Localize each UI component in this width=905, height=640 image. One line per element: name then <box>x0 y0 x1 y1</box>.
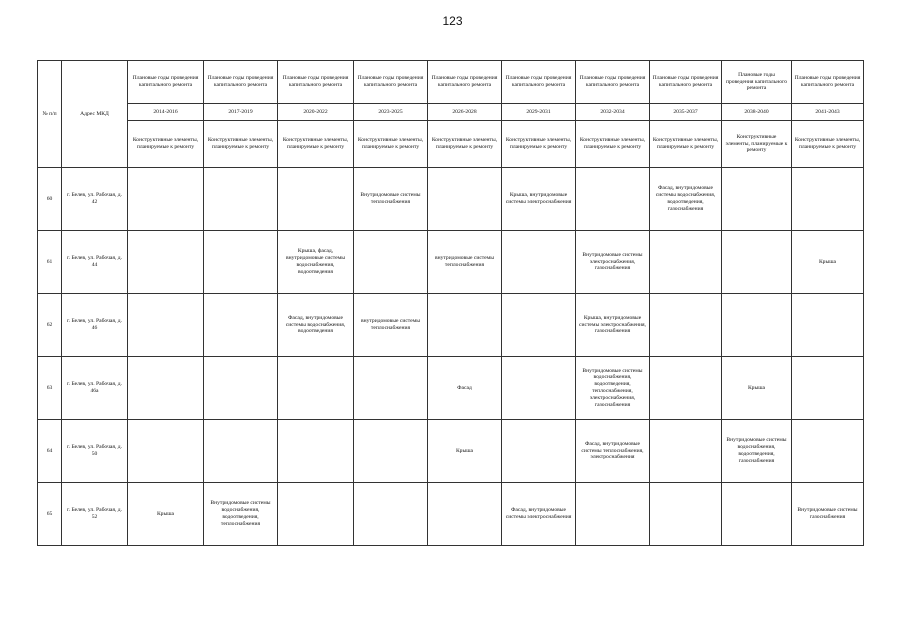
table-cell <box>354 420 428 483</box>
table-cell <box>650 483 722 546</box>
table-cell <box>204 357 278 420</box>
table-cell <box>354 231 428 294</box>
table-cell: Внутридомовые системы водоснабжения, водоотведения, теплоснабжения, электроснабжения, газоснабжения <box>576 357 650 420</box>
table-cell <box>650 294 722 357</box>
column-subheader-elements: Конструктивные элементы, планируемые к ремонту <box>354 121 428 168</box>
table-cell <box>354 483 428 546</box>
column-header-plan: Плановые годы проведения капитального ремонта <box>722 61 792 104</box>
column-subheader-elements: Конструктивные элементы, планируемые к ремонту <box>204 121 278 168</box>
table-cell <box>792 420 864 483</box>
column-header-address: Адрес МКД <box>62 61 128 168</box>
table-cell: Крыша, фасад, внутридомовые системы водоснабжения, водоотведения <box>278 231 354 294</box>
table-cell: Фасад, внутридомовые системы электроснабжения <box>502 483 576 546</box>
table-cell: внутридомовые системы теплоснабжения <box>428 231 502 294</box>
table-cell <box>722 294 792 357</box>
table-cell <box>650 357 722 420</box>
table-cell <box>128 294 204 357</box>
table-cell: Крыша <box>722 357 792 420</box>
table-cell: Внутридомовые системы теплоснабжения <box>354 168 428 231</box>
table-cell <box>128 420 204 483</box>
table-cell <box>204 231 278 294</box>
table-cell <box>128 231 204 294</box>
period-header: 2035-2037 <box>650 104 722 121</box>
column-subheader-elements: Конструктивные элементы, планируемые к ремонту <box>722 121 792 168</box>
table-cell <box>204 168 278 231</box>
header-row <box>38 61 864 104</box>
table-cell <box>278 483 354 546</box>
table-cell <box>428 294 502 357</box>
table-cell <box>502 294 576 357</box>
table-cell <box>354 357 428 420</box>
period-header: 2029-2031 <box>502 104 576 121</box>
table-row <box>38 231 864 294</box>
table-cell: Внутридомовые системы электроснабжения, газоснабжения <box>576 231 650 294</box>
period-header: 2020-2022 <box>278 104 354 121</box>
column-subheader-elements: Конструктивные элементы, планируемые к ремонту <box>128 121 204 168</box>
row-address: г. Белев, ул. Рабочая, д. 50 <box>62 420 128 483</box>
repair-schedule-table <box>37 60 864 546</box>
table-cell <box>204 294 278 357</box>
period-header: 2026-2028 <box>428 104 502 121</box>
period-row <box>38 104 864 121</box>
table-cell <box>792 168 864 231</box>
table-row <box>38 357 864 420</box>
subheader-row <box>38 121 864 168</box>
table-cell: Внутридомовые системы водоснабжения, водоотведения, теплоснабжения <box>204 483 278 546</box>
row-number: 60 <box>38 168 62 231</box>
column-subheader-elements: Конструктивные элементы, планируемые к ремонту <box>428 121 502 168</box>
table-row <box>38 294 864 357</box>
table-cell <box>502 231 576 294</box>
row-number: 62 <box>38 294 62 357</box>
row-address: г. Белев, ул. Рабочая, д. 44 <box>62 231 128 294</box>
column-header-plan: Плановые годы проведения капитального ремонта <box>792 61 864 104</box>
table-cell: Внутридомовые системы газоснабжения <box>792 483 864 546</box>
table-cell <box>278 357 354 420</box>
column-header-number: № п/п <box>38 61 62 168</box>
row-number: 65 <box>38 483 62 546</box>
table-cell: Фасад, внутридомовые системы водоснабжения, водоотведения, газоснабжения <box>650 168 722 231</box>
table-cell <box>576 168 650 231</box>
table-cell <box>792 294 864 357</box>
table-cell: Фасад, внутридомовые системы теплоснабжения, электроснабжения <box>576 420 650 483</box>
table-cell: Крыша <box>792 231 864 294</box>
column-header-plan: Плановые годы проведения капитального ремонта <box>650 61 722 104</box>
row-address: г. Белев, ул. Рабочая, д. 52 <box>62 483 128 546</box>
table-cell <box>576 483 650 546</box>
table-cell: Внутридомовые системы водоснабжения, водоотведения, газоснабжения <box>722 420 792 483</box>
table-cell <box>792 357 864 420</box>
column-subheader-elements: Конструктивные элементы, планируемые к ремонту <box>792 121 864 168</box>
table-cell <box>722 168 792 231</box>
table-cell <box>502 420 576 483</box>
page-number: 123 <box>442 14 463 28</box>
row-number: 63 <box>38 357 62 420</box>
column-subheader-elements: Конструктивные элементы, планируемые к ремонту <box>502 121 576 168</box>
table-cell <box>128 357 204 420</box>
table-cell <box>722 231 792 294</box>
column-header-plan: Плановые годы проведения капитального ремонта <box>576 61 650 104</box>
column-subheader-elements: Конструктивные элементы, планируемые к ремонту <box>650 121 722 168</box>
row-number: 61 <box>38 231 62 294</box>
table-cell <box>650 420 722 483</box>
table-cell <box>650 231 722 294</box>
table-cell: внутридомовые системы теплоснабжения <box>354 294 428 357</box>
column-header-plan: Плановые годы проведения капитального ремонта <box>354 61 428 104</box>
column-subheader-elements: Конструктивные элементы, планируемые к ремонту <box>278 121 354 168</box>
column-subheader-elements: Конструктивные элементы, планируемые к ремонту <box>576 121 650 168</box>
column-header-plan: Плановые годы проведения капитального ремонта <box>128 61 204 104</box>
table-cell <box>428 168 502 231</box>
column-header-plan: Плановые годы проведения капитального ремонта <box>278 61 354 104</box>
table-cell <box>128 168 204 231</box>
row-number: 64 <box>38 420 62 483</box>
table-cell <box>278 420 354 483</box>
table-cell <box>204 420 278 483</box>
period-header: 2038-2040 <box>722 104 792 121</box>
table-cell <box>428 483 502 546</box>
table-row <box>38 168 864 231</box>
table-cell: Фасад, внутридомовые системы водоснабжения, водоотведения <box>278 294 354 357</box>
period-header: 2041-2043 <box>792 104 864 121</box>
row-address: г. Белев, ул. Рабочая, д. 46 <box>62 294 128 357</box>
table-cell <box>502 357 576 420</box>
table-cell <box>278 168 354 231</box>
column-header-plan: Плановые годы проведения капитального ремонта <box>428 61 502 104</box>
column-header-plan: Плановые годы проведения капитального ремонта <box>502 61 576 104</box>
row-address: г. Белев, ул. Рабочая, д. 42 <box>62 168 128 231</box>
table-cell: Крыша <box>428 420 502 483</box>
table-row <box>38 420 864 483</box>
column-header-plan: Плановые годы проведения капитального ремонта <box>204 61 278 104</box>
table-cell <box>722 483 792 546</box>
row-address: г. Белев, ул. Рабочая, д. 46а <box>62 357 128 420</box>
period-header: 2014-2016 <box>128 104 204 121</box>
table-cell: Крыша, внутридомовые системы электроснабжения, газоснабжения <box>576 294 650 357</box>
table-row <box>38 483 864 546</box>
period-header: 2032-2034 <box>576 104 650 121</box>
table-cell: Фасад <box>428 357 502 420</box>
table-cell: Крыша <box>128 483 204 546</box>
period-header: 2017-2019 <box>204 104 278 121</box>
table-cell: Крыша, внутридомовые системы электроснабжения <box>502 168 576 231</box>
period-header: 2023-2025 <box>354 104 428 121</box>
